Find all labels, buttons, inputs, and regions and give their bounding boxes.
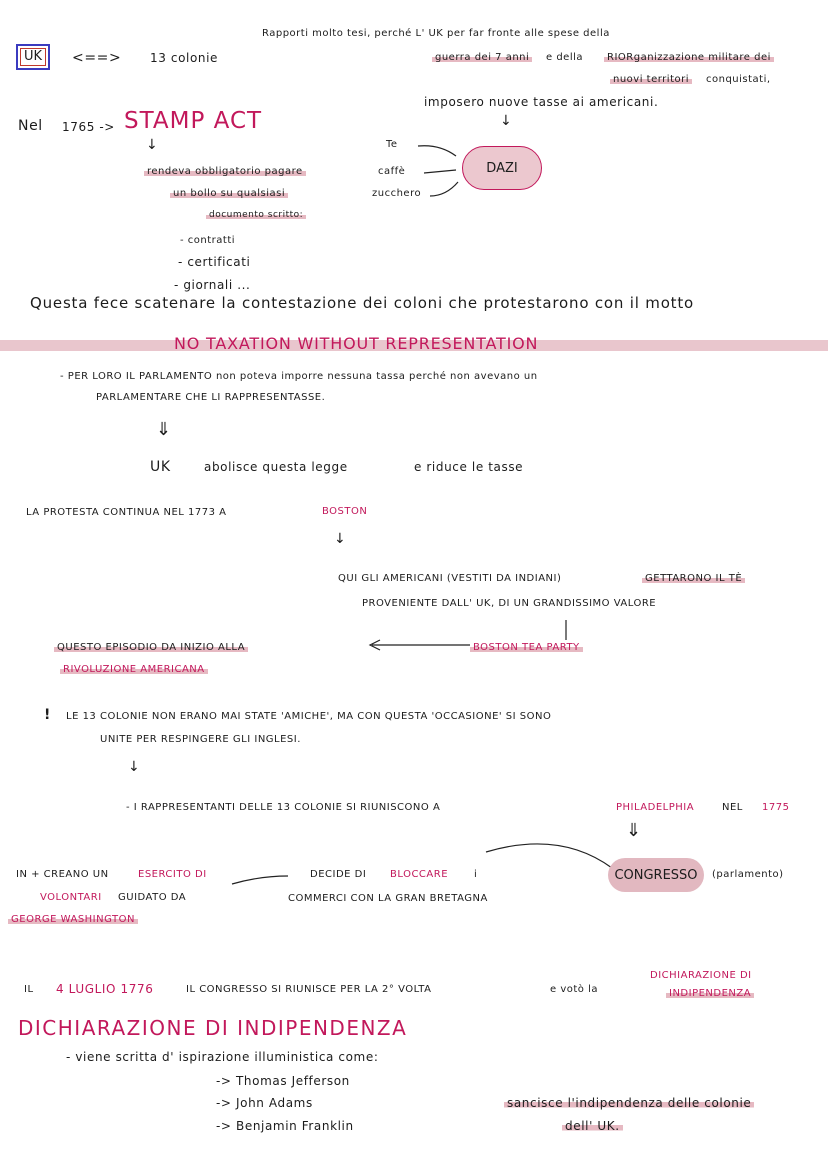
double-arrow-down-icon: ⇓: [156, 419, 172, 440]
decide-text: DECIDE DI: [310, 869, 367, 880]
caffe-label: caffè: [378, 166, 406, 177]
motto: NO TAXATION WITHOUT REPRESENTATION: [174, 334, 539, 353]
scritta-text: - viene scritta d' ispirazione illuministica come:: [66, 1050, 379, 1064]
imposero-text: imposero nuove tasse ai americani.: [424, 95, 659, 109]
year-1775: 1775: [762, 802, 790, 813]
date-label: 4 LUGLIO 1776: [56, 982, 154, 996]
guerra-text: guerra dei 7 anni: [432, 53, 532, 63]
bloccare-text: BLOCCARE: [390, 869, 449, 880]
double-arrow-down-icon: ⇓: [626, 820, 642, 841]
rivoluzione-text: RIVOLUZIONE AMERICANA: [60, 665, 208, 675]
uk-box: [16, 44, 50, 70]
philadelphia-label: PHILADELPHIA: [616, 802, 695, 813]
e-voto-text: e votò la: [550, 984, 598, 995]
stamp-line1: rendeva obbligatorio pagare: [144, 167, 306, 177]
arrow-down-icon: ↓: [128, 759, 141, 775]
author-item: -> Benjamin Franklin: [216, 1119, 354, 1133]
congresso-oval: [608, 858, 704, 892]
riduce-text: e riduce le tasse: [414, 460, 524, 474]
boston-line2: PROVENIENTE DALL' UK, DI UN GRANDISSIMO VALORE: [362, 598, 657, 609]
arrow-down-icon: ↓: [334, 531, 347, 547]
gettarono-text: GETTARONO IL TÈ: [642, 574, 745, 584]
stamp-line2: un bollo su qualsiasi: [170, 189, 288, 199]
il-label: IL: [24, 984, 34, 995]
protest-line1: - PER LORO IL PARLAMENTO non poteva imporre nessuna tassa perché non avevano un: [60, 371, 538, 382]
boston-city: BOSTON: [322, 506, 368, 517]
e-della-text: e della: [546, 52, 584, 63]
arrow-down-icon: ↓: [500, 113, 513, 129]
guidato-text: GUIDATO DA: [118, 892, 187, 903]
year-1765: 1765 ->: [62, 120, 115, 134]
tea-party-label: BOSTON TEA PARTY: [470, 643, 583, 653]
abolisce-text: abolisce questa legge: [204, 460, 348, 474]
uk-label: UK: [20, 48, 46, 66]
stamp-act-title: STAMP ACT: [124, 108, 263, 134]
riorganizzazione-text: RIORganizzazione militare dei: [604, 53, 774, 63]
dichiarazione-title: DICHIARAZIONE DI INDIPENDENZA: [18, 1016, 408, 1040]
arrow-down-icon: ↓: [146, 137, 159, 153]
washington-text: GEORGE WASHINGTON: [8, 915, 138, 925]
boston-intro: LA PROTESTA CONTINUA NEL 1773 A: [26, 507, 227, 518]
exclamation-icon: !: [44, 707, 51, 723]
congresso-label: CONGRESSO: [614, 867, 698, 883]
author-item: -> Thomas Jefferson: [216, 1074, 350, 1088]
small-title-1: DICHIARAZIONE DI: [650, 970, 752, 981]
double-arrow: <==>: [72, 50, 122, 66]
dazi-cloud: [462, 146, 542, 190]
colonie-line2: UNITE PER RESPINGERE GLI INGLESI.: [100, 734, 301, 745]
sancisce-line2: dell' UK.: [562, 1120, 623, 1132]
decide-i-text: i: [474, 869, 478, 880]
boston-line1: QUI GLI AMERICANI (VESTITI DA INDIANI): [338, 573, 562, 584]
congresso-line: IL CONGRESSO SI RIUNISCE PER LA 2° VOLTA: [186, 984, 432, 995]
rapporti-text: Rapporti molto tesi, perché L' UK per far fronte alle spese della: [262, 28, 610, 39]
episodio-text: QUESTO EPISODIO DA INIZIO ALLA: [54, 643, 248, 653]
esercito-text: ESERCITO DI: [138, 869, 207, 880]
nel-label: Nel: [18, 118, 43, 134]
author-item: -> John Adams: [216, 1096, 313, 1110]
dazi-label: DAZI: [486, 160, 518, 176]
decide-line2: COMMERCI CON LA GRAN BRETAGNA: [288, 893, 488, 904]
conquistati-text: conquistati,: [706, 74, 771, 85]
sancisce-line1: sancisce l'indipendenza delle colonie: [504, 1097, 754, 1109]
nuovi-territori-text: nuovi territori: [610, 75, 692, 85]
volontari-text: VOLONTARI: [40, 892, 102, 903]
stamp-item: - contratti: [180, 235, 236, 246]
parlamento-label: (parlamento): [712, 869, 784, 880]
zucchero-label: zucchero: [372, 188, 422, 199]
small-title-2: INDIPENDENZA: [666, 989, 754, 999]
nel-label: NEL: [722, 802, 743, 813]
protest-line2: PARLAMENTARE CHE LI RAPPRESENTASSE.: [96, 392, 326, 403]
colonie-line1: LE 13 COLONIE NON ERANO MAI STATE 'AMICHE', MA CON QUESTA 'OCCASIONE' SI SONO: [66, 711, 552, 722]
stamp-line3: documento scritto:: [206, 211, 306, 220]
stamp-item: - giornali ...: [174, 278, 251, 292]
stamp-item: - certificati: [178, 255, 251, 269]
colonies-label: 13 colonie: [150, 51, 219, 65]
te-label: Te: [386, 139, 398, 150]
protest-sentence: Questa fece scatenare la contestazione dei coloni che protestarono con il motto: [30, 294, 695, 312]
uk-label-2: UK: [150, 459, 171, 475]
creano-text: IN + CREANO UN: [16, 869, 109, 880]
rappresentanti-text: - I RAPPRESENTANTI DELLE 13 COLONIE SI RIUNISCONO A: [126, 802, 441, 813]
